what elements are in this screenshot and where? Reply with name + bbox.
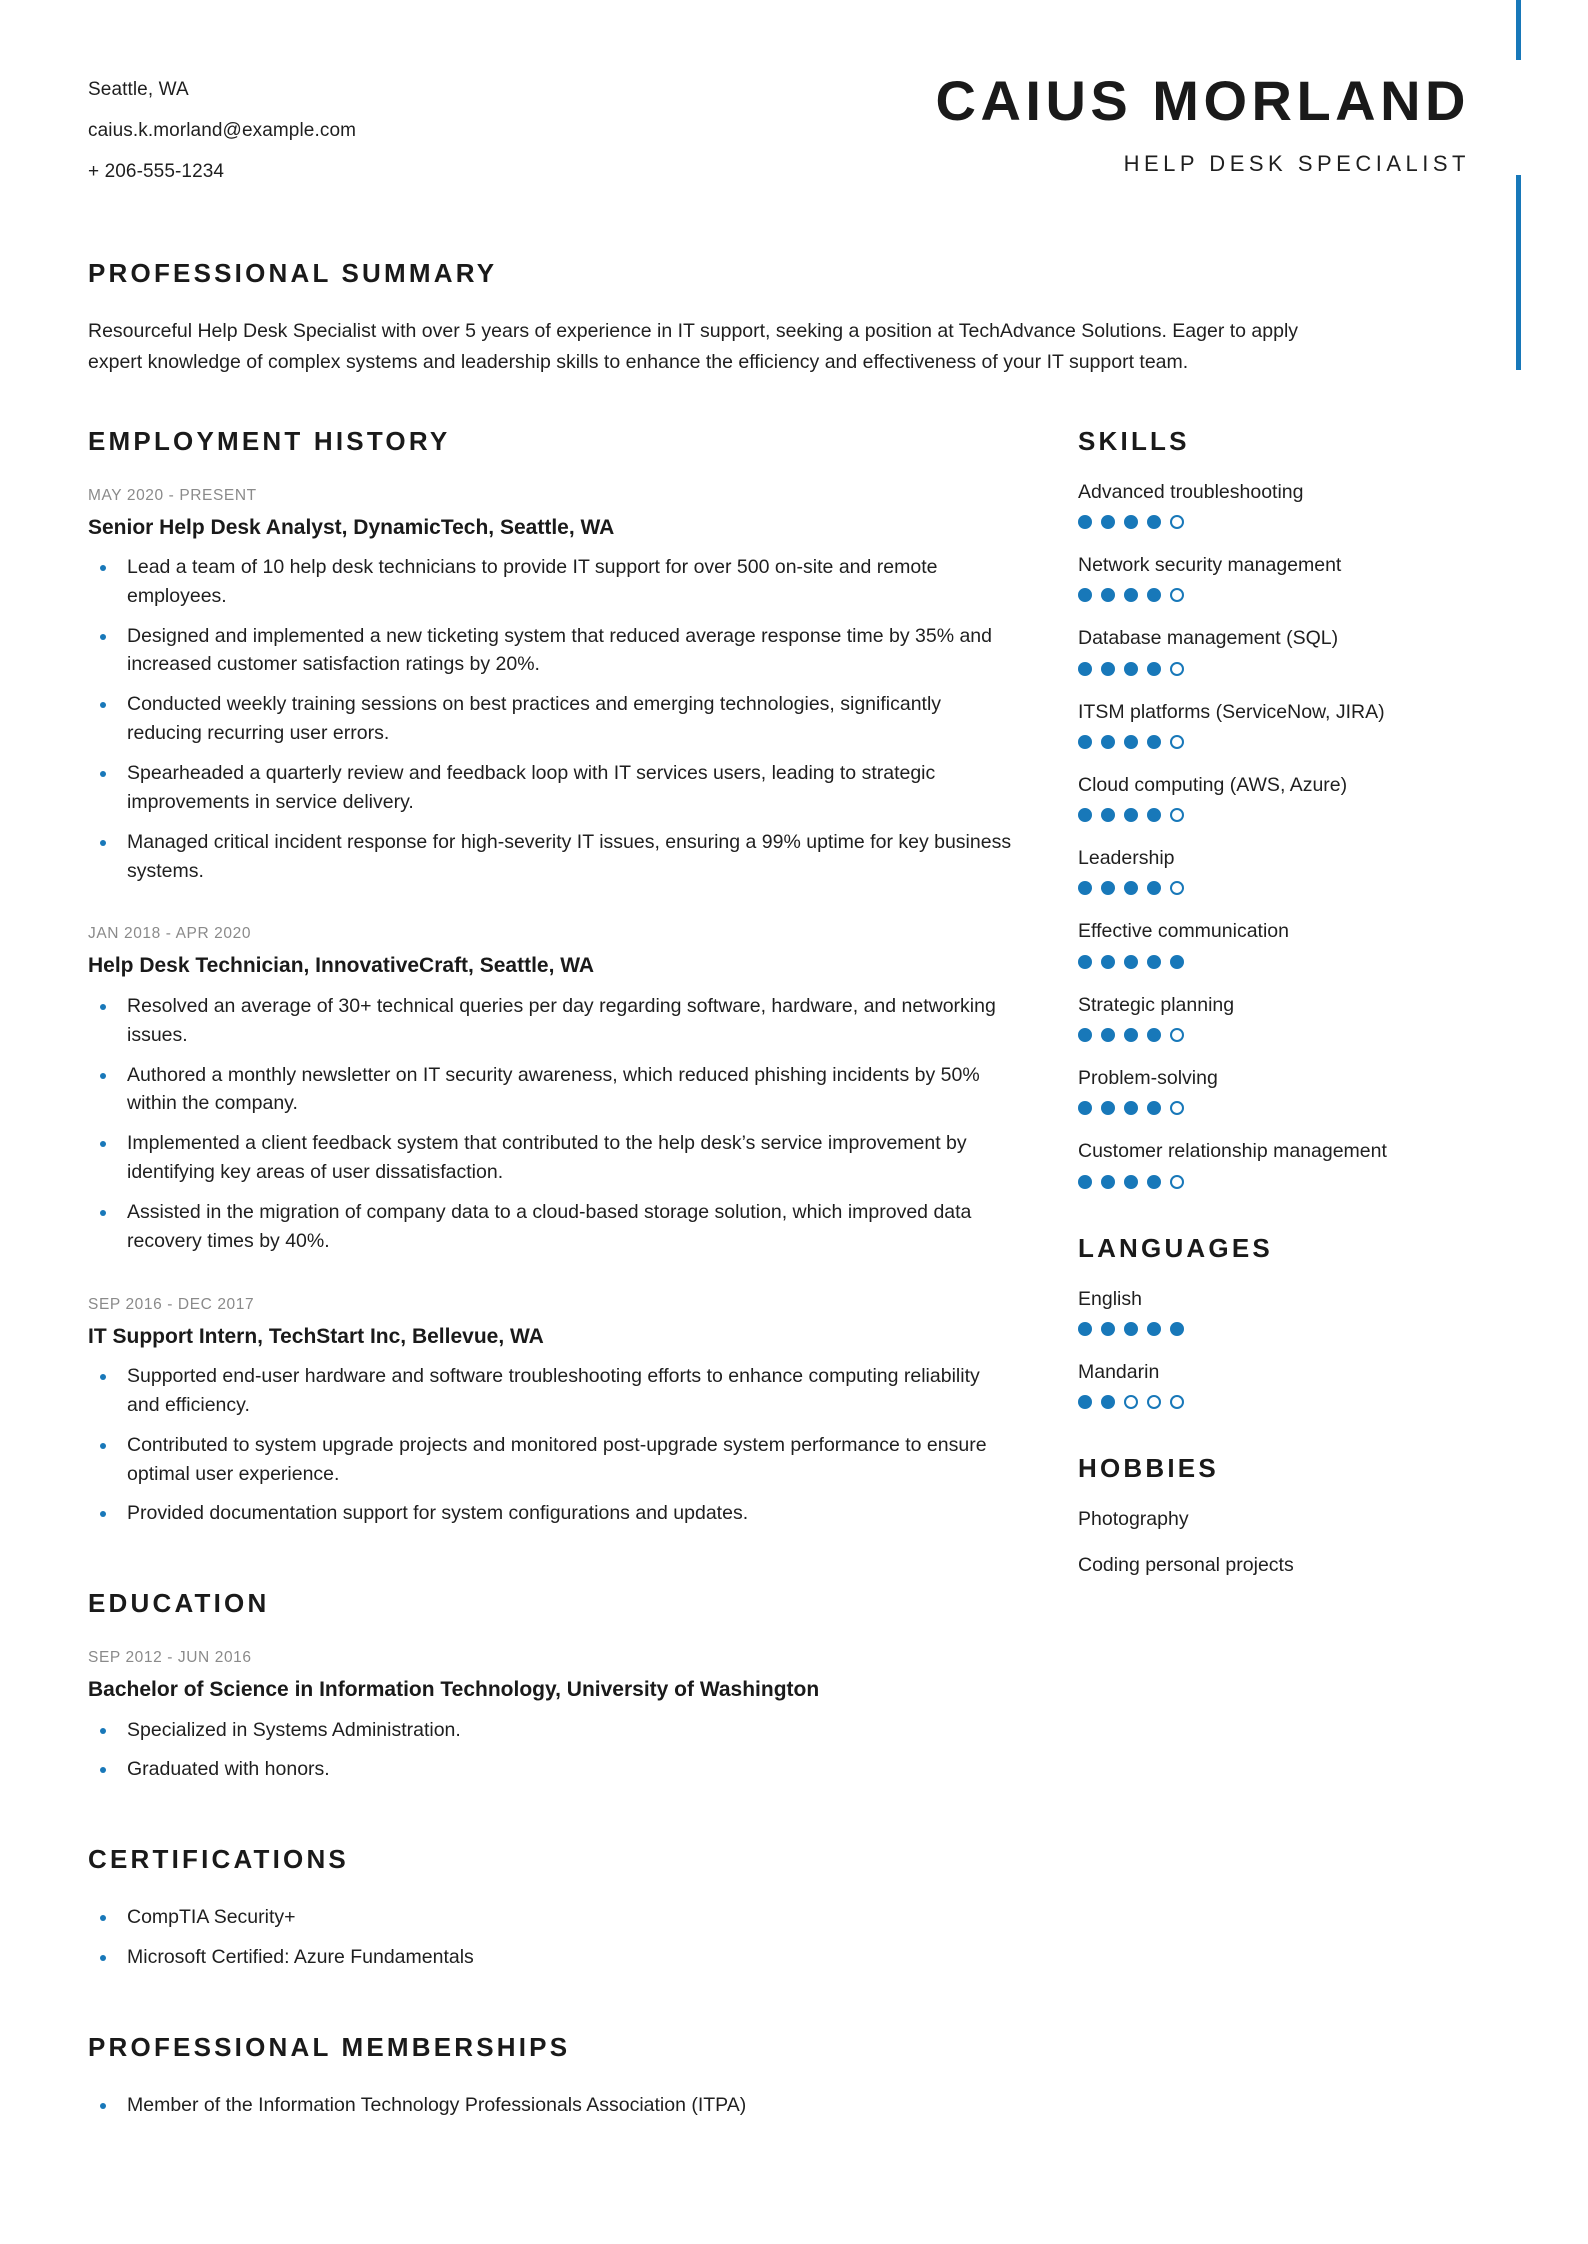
rating-dot xyxy=(1170,1322,1184,1336)
rating-dot xyxy=(1124,662,1138,676)
skill-label: ITSM platforms (ServiceNow, JIRA) xyxy=(1078,700,1385,723)
skill-item xyxy=(1078,1138,1448,1188)
rating-dot xyxy=(1101,588,1115,602)
skill-item xyxy=(1078,845,1448,895)
rating-dot xyxy=(1124,955,1138,969)
rating-dot xyxy=(1101,1395,1115,1409)
rating-dot xyxy=(1170,588,1184,602)
bullet-item: Graduated with honors. xyxy=(88,1755,1013,1784)
entry-date: SEP 2012 - JUN 2016 xyxy=(88,1649,252,1667)
skill-rating xyxy=(1078,735,1448,749)
entry-title: Senior Help Desk Analyst, DynamicTech, Seattle, WA xyxy=(88,515,615,539)
rating-dot xyxy=(1147,1028,1161,1042)
summary-heading: PROFESSIONAL SUMMARY xyxy=(88,258,498,288)
employment-entry xyxy=(88,925,1013,1255)
bullet-item: Contributed to system upgrade projects and monitored post-upgrade system performance to ensure optimal user experience. xyxy=(88,1431,1013,1489)
bullet-item: Specialized in Systems Administration. xyxy=(88,1716,1013,1745)
skill-label: Effective communication xyxy=(1078,920,1289,943)
entry-date: JAN 2018 - APR 2020 xyxy=(88,925,252,943)
rating-dot xyxy=(1170,515,1184,529)
rating-dot xyxy=(1170,1395,1184,1409)
skill-item xyxy=(1078,625,1448,675)
entry-date: SEP 2016 - DEC 2017 xyxy=(88,1295,255,1313)
rating-dot xyxy=(1078,515,1092,529)
bullet-item: CompTIA Security+ xyxy=(88,1903,1013,1932)
skill-rating xyxy=(1078,955,1448,969)
rating-dot xyxy=(1124,1028,1138,1042)
education-heading: EDUCATION xyxy=(88,1588,270,1619)
rating-dot xyxy=(1078,1101,1092,1115)
rating-dot xyxy=(1170,662,1184,676)
entry-bullets xyxy=(88,553,1013,886)
employment-entry xyxy=(88,487,1013,886)
hobby-item: Coding personal projects xyxy=(1078,1553,1294,1576)
skill-rating xyxy=(1078,1028,1448,1042)
bullet-item: Lead a team of 10 help desk technicians to provide IT support for over 500 on-site and remote employees. xyxy=(88,553,1013,611)
rating-dot xyxy=(1147,1101,1161,1115)
language-label: English xyxy=(1078,1287,1142,1310)
bullet-item: Implemented a client feedback system that contributed to the help desk’s service improvement by identifying key areas of user dissatisfaction. xyxy=(88,1129,1013,1187)
sidebar-column xyxy=(1053,426,1448,2131)
skill-label: Strategic planning xyxy=(1078,993,1235,1016)
skill-label: Advanced troubleshooting xyxy=(1078,480,1304,503)
skill-rating xyxy=(1078,881,1448,895)
rating-dot xyxy=(1078,1322,1092,1336)
languages-section xyxy=(1078,1233,1448,1410)
skill-item xyxy=(1078,479,1448,529)
rating-dot xyxy=(1078,735,1092,749)
employment-entry xyxy=(88,1296,1013,1529)
skill-rating xyxy=(1078,662,1448,676)
entry-bullets xyxy=(88,1362,1013,1528)
hobbies-heading: HOBBIES xyxy=(1078,1453,1219,1484)
rating-dot xyxy=(1147,1322,1161,1336)
bullet-item: Resolved an average of 30+ technical queries per day regarding software, hardware, and networking issues. xyxy=(88,992,1013,1050)
rating-dot xyxy=(1101,881,1115,895)
bullet-item: Assisted in the migration of company data to a cloud-based storage solution, which improved data recovery times by 40%. xyxy=(88,1198,1013,1256)
skill-item xyxy=(1078,992,1448,1042)
name-block xyxy=(568,69,1500,177)
skill-rating xyxy=(1078,588,1448,602)
bullet-item: Supported end-user hardware and software troubleshooting efforts to enhance computing reliability and efficiency. xyxy=(88,1362,1013,1420)
skill-rating xyxy=(1078,808,1448,822)
languages-list xyxy=(1078,1286,1448,1410)
skill-item xyxy=(1078,1065,1448,1115)
rating-dot xyxy=(1124,881,1138,895)
bullet-item: Conducted weekly training sessions on best practices and emerging technologies, significantly reducing recurring user errors. xyxy=(88,690,1013,748)
contact-phone[interactable]: + 206-555-1234 xyxy=(88,161,225,182)
rating-dot xyxy=(1170,735,1184,749)
rating-dot xyxy=(1101,735,1115,749)
skill-label: Database management (SQL) xyxy=(1078,627,1339,650)
entry-bullets xyxy=(88,992,1013,1256)
rating-dot xyxy=(1078,808,1092,822)
rating-dot xyxy=(1147,662,1161,676)
rating-dot xyxy=(1147,588,1161,602)
rating-dot xyxy=(1078,1175,1092,1189)
language-label: Mandarin xyxy=(1078,1361,1160,1384)
summary-text: Resourceful Help Desk Specialist with over 5 years of experience in IT support, seeking a position at TechAdvance Solutions. Eager to apply expert knowledge of complex systems and leadership skills to enhance the efficiency and effectiveness of your IT support team. xyxy=(88,320,1299,373)
rating-dot xyxy=(1078,1028,1092,1042)
rating-dot xyxy=(1124,1101,1138,1115)
entry-title: Help Desk Technician, InnovativeCraft, Seattle, WA xyxy=(88,954,595,978)
language-item xyxy=(1078,1286,1448,1336)
entry-date: MAY 2020 - PRESENT xyxy=(88,486,257,504)
rating-dot xyxy=(1101,662,1115,676)
skills-heading: SKILLS xyxy=(1078,425,1190,456)
education-entry xyxy=(88,1649,1013,1784)
rating-dot xyxy=(1147,735,1161,749)
entry-bullets xyxy=(88,1716,1013,1785)
bullet-item: Managed critical incident response for high-severity IT issues, ensuring a 99% uptime for key business systems. xyxy=(88,828,1013,886)
rating-dot xyxy=(1101,1175,1115,1189)
hobby-item: Photography xyxy=(1078,1508,1189,1531)
bullet-item: Designed and implemented a new ticketing system that reduced average response time by 35% and increased customer satisfaction ratings by 20%. xyxy=(88,622,1013,680)
skill-rating xyxy=(1078,1101,1448,1115)
skill-label: Customer relationship management xyxy=(1078,1140,1387,1163)
contact-location: Seattle, WA xyxy=(88,79,189,100)
hobbies-list xyxy=(1078,1506,1448,1578)
certifications-section xyxy=(88,1844,1013,1972)
certifications-list xyxy=(88,1903,1013,1972)
rating-dot xyxy=(1124,515,1138,529)
skill-rating xyxy=(1078,1175,1448,1189)
rating-dot xyxy=(1078,662,1092,676)
bullet-item: Provided documentation support for system configurations and updates. xyxy=(88,1499,1013,1528)
skill-label: Network security management xyxy=(1078,553,1342,576)
bullet-item: Authored a monthly newsletter on IT security awareness, which reduced phishing incidents by 50% within the company. xyxy=(88,1061,1013,1119)
rating-dot xyxy=(1101,515,1115,529)
bullet-item: Member of the Information Technology Professionals Association (ITPA) xyxy=(88,2091,1013,2120)
skill-item xyxy=(1078,918,1448,968)
rating-dot xyxy=(1101,808,1115,822)
rating-dot xyxy=(1147,808,1161,822)
skills-section xyxy=(1078,426,1448,1189)
memberships-section xyxy=(88,2032,1013,2120)
skill-label: Leadership xyxy=(1078,847,1175,870)
rating-dot xyxy=(1170,1101,1184,1115)
skill-rating xyxy=(1078,515,1448,529)
rating-dot xyxy=(1170,955,1184,969)
rating-dot xyxy=(1101,1028,1115,1042)
rating-dot xyxy=(1078,955,1092,969)
language-item xyxy=(1078,1359,1448,1409)
bullet-item: Spearheaded a quarterly review and feedback loop with IT services users, leading to strategic improvements in service delivery. xyxy=(88,759,1013,817)
rating-dot xyxy=(1078,881,1092,895)
candidate-name: CAIUS MORLAND xyxy=(935,69,1470,132)
professional-summary-section xyxy=(0,203,1400,378)
contact-block xyxy=(88,72,568,203)
hobbies-section xyxy=(1078,1453,1448,1578)
skill-item xyxy=(1078,552,1448,602)
rating-dot xyxy=(1147,515,1161,529)
languages-heading: LANGUAGES xyxy=(1078,1232,1273,1263)
language-rating xyxy=(1078,1395,1448,1409)
rating-dot xyxy=(1170,881,1184,895)
employment-entries xyxy=(88,487,1013,1529)
skill-item xyxy=(1078,772,1448,822)
rating-dot xyxy=(1124,735,1138,749)
rating-dot xyxy=(1170,1175,1184,1189)
rating-dot xyxy=(1124,808,1138,822)
rating-dot xyxy=(1101,955,1115,969)
certifications-heading: CERTIFICATIONS xyxy=(88,1844,349,1875)
rating-dot xyxy=(1101,1101,1115,1115)
memberships-heading: PROFESSIONAL MEMBERSHIPS xyxy=(88,2031,571,2062)
candidate-job-title: HELP DESK SPECIALIST xyxy=(1123,150,1470,176)
entry-title: IT Support Intern, TechStart Inc, Bellevue, WA xyxy=(88,1324,544,1348)
rating-dot xyxy=(1147,1175,1161,1189)
rating-dot xyxy=(1170,1028,1184,1042)
accent-bar-top xyxy=(1516,0,1521,60)
rating-dot xyxy=(1124,1175,1138,1189)
rating-dot xyxy=(1147,881,1161,895)
employment-heading: EMPLOYMENT HISTORY xyxy=(88,425,451,456)
rating-dot xyxy=(1101,1322,1115,1336)
rating-dot xyxy=(1078,588,1092,602)
resume-header xyxy=(0,0,1588,203)
rating-dot xyxy=(1124,1395,1138,1409)
education-section xyxy=(88,1588,1013,1784)
skills-list xyxy=(1078,479,1448,1189)
skill-label: Cloud computing (AWS, Azure) xyxy=(1078,773,1348,796)
rating-dot xyxy=(1147,955,1161,969)
accent-bar-middle xyxy=(1516,175,1521,370)
rating-dot xyxy=(1170,808,1184,822)
rating-dot xyxy=(1147,1395,1161,1409)
rating-dot xyxy=(1078,1395,1092,1409)
memberships-list xyxy=(88,2091,1013,2120)
language-rating xyxy=(1078,1322,1448,1336)
skill-label: Problem-solving xyxy=(1078,1067,1218,1090)
rating-dot xyxy=(1124,588,1138,602)
main-column xyxy=(88,426,1053,2131)
employment-history-section xyxy=(88,426,1013,1529)
contact-email[interactable]: caius.k.morland@example.com xyxy=(88,120,357,141)
rating-dot xyxy=(1124,1322,1138,1336)
skill-item xyxy=(1078,699,1448,749)
bullet-item: Microsoft Certified: Azure Fundamentals xyxy=(88,1943,1013,1972)
resume-body xyxy=(0,378,1588,2131)
entry-title: Bachelor of Science in Information Technology, University of Washington xyxy=(88,1678,820,1702)
